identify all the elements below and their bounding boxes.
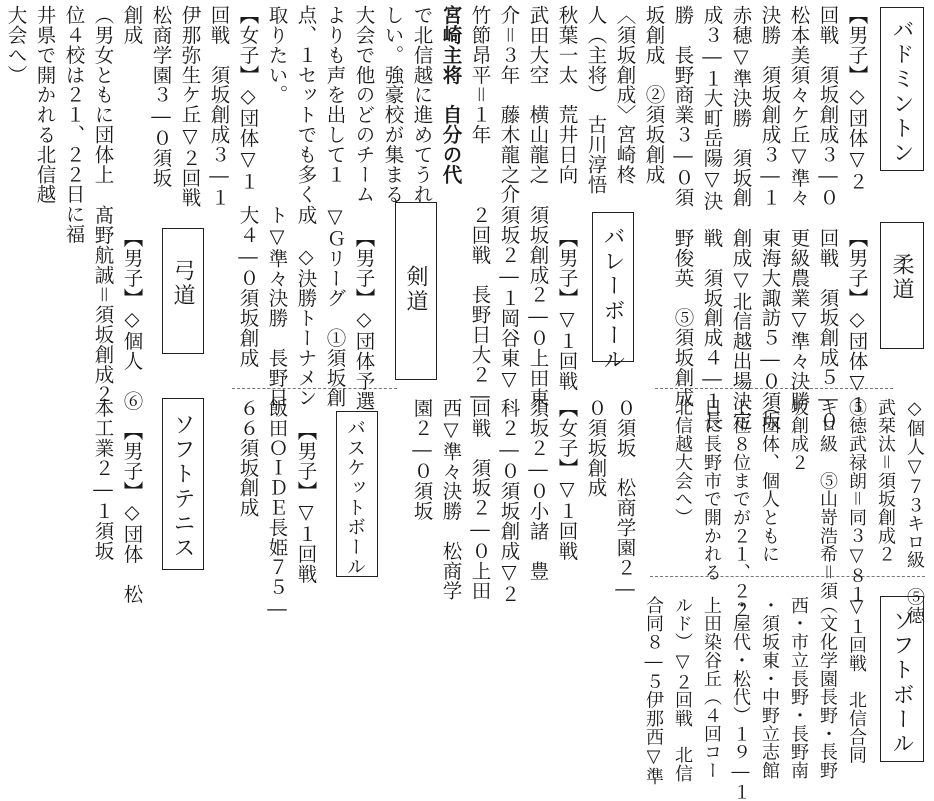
badminton-line: （男女ともに団体上 [91, 5, 115, 185]
volleyball-women-line: 西▽準々決勝 松商学 [439, 398, 463, 601]
judo-header-box [880, 222, 924, 349]
softball-line: （文化学園長野・長野 [817, 596, 838, 780]
kendo-line: 成 ◇決勝トーナメン [294, 205, 318, 408]
volleyball-line: ２回戦 長野日大２― [468, 205, 492, 408]
volleyball-line: 須坂２―１岡谷東▽ [497, 205, 521, 392]
softtennis-line: 【男子】◇団体 松 [120, 421, 144, 604]
badminton-line: 人（主将） 古川淳悟 [584, 5, 608, 195]
badminton-title: バドミントン [889, 18, 914, 166]
badminton-line: 坂創成 ②須坂創成 [642, 5, 666, 185]
badminton-line: 成３―１大町岳陽▽決 [700, 5, 724, 211]
badminton-line: 井県で開かれる北信越 [33, 5, 57, 204]
judo-individual-line: （団体、個人ともに [759, 398, 780, 564]
volleyball-title: バレーボール [600, 225, 625, 373]
volleyball-women-line: 須坂２―０小諸 豊 [526, 398, 550, 581]
basketball-header-box [336, 411, 378, 577]
judo-line: 更級農業▽準々決勝 [787, 228, 811, 411]
badminton-line: 取りたい。 [265, 5, 289, 105]
badminton-header-box [880, 7, 924, 171]
badminton-line: 勝 長野商業３―０須 [671, 5, 695, 208]
kyudo-line: 【男子】◇個人 ⑥ [120, 228, 144, 411]
basketball-line: ６６須坂創成 [236, 398, 260, 518]
badminton-line: 創成 [120, 5, 144, 45]
kendo-title: 剣道 [403, 265, 428, 315]
badminton-line: 松商学園３―０須坂 [149, 5, 173, 188]
judo-line: 【男子】◇団体▽１ [845, 228, 869, 415]
badminton-line: 決勝 須坂創成３―１ [758, 5, 782, 208]
badminton-line: で北信越に進めてうれ [410, 5, 434, 204]
kendo-line: ト▽準々決勝 長野日 [265, 205, 289, 408]
judo-individual-line: キロ級 ⑤山嵜浩希＝須 [817, 398, 838, 600]
kendo-line: ▽Ｇリーグ ①須坂創 [323, 205, 347, 408]
kyudo-title: 弓道 [170, 259, 195, 309]
badminton-line: 伊那弥生ケ丘▽２回戦 [178, 5, 202, 208]
kyudo-header-box [162, 228, 204, 354]
badminton-line: 松本美須々ケ丘▽準々 [787, 5, 811, 208]
kyudo-line: 髙野航誠＝須坂創成２ [91, 205, 115, 404]
basketball-line: 【男子】▽１回戦 [294, 421, 318, 584]
softball-line: 西・市立長野・長野南 [788, 596, 809, 780]
volleyball-women-line: 科２―０須坂創成▽２ [497, 398, 521, 604]
badminton-line: 大会で他のどのチーム [352, 5, 376, 204]
judo-individual-line: 上位８位までが２１、２２ [730, 398, 751, 619]
judo-title: 柔道 [889, 253, 914, 303]
judo-line: 野俊英 ⑤須坂創成 [671, 228, 695, 408]
softball-line: 上田染谷丘（４回コー [701, 596, 722, 780]
volleyball-women-line: 【女子】▽１回戦 [555, 398, 579, 561]
softball-line: ▽１回戦 北信合同 [846, 596, 867, 765]
badminton-line: 点、１セットでも多く [294, 5, 318, 204]
softtennis-line: 本工業２―１須坂 [91, 398, 115, 561]
basketball-line: 飯田ＯＩＤＥ長姫７５― [265, 398, 289, 621]
judo-line: 回戦 須坂創成５―０ [816, 228, 840, 431]
badminton-line: 秋葉一太 荒井日向 [555, 5, 579, 185]
basketball-title: バスケットボール [344, 418, 366, 577]
volleyball-women-line: ０須坂 松商学園２― [613, 398, 637, 601]
softball-line: ルド）▽２回戦 北信 [672, 596, 693, 783]
badminton-line: 武田大空 横山龍之 [526, 5, 550, 185]
judo-line: 戦 須坂創成４―１長 [700, 228, 724, 431]
badminton-line: しい。強豪校が集まる [381, 5, 405, 204]
judo-individual-line: 坂創成２ [788, 398, 809, 472]
kendo-line: 【男子】◇団体予選 [352, 228, 376, 411]
softball-line: 合同８―５伊那西▽準 [643, 596, 664, 786]
volleyball-women-line: 園２―０須坂 [410, 398, 434, 521]
judo-individual-line: 北信越大会へ） [672, 398, 693, 527]
judo-individual-line: ⑤徳武禄朗＝同３▽８１ [846, 398, 867, 603]
volleyball-women-line: 回戦 須坂２―０上田 [468, 398, 492, 601]
kendo-line: 大４―０須坂創成 [236, 205, 260, 368]
badminton-line: 介＝３年 藤木龍之介 [497, 5, 521, 204]
softball-line: ・屋代・松代）１９―１ [730, 596, 751, 801]
separator [650, 576, 925, 577]
softball-line: ・須坂東・中野立志館 [759, 596, 780, 780]
judo-individual-line: ◇個人▽７３キロ級 ⑤徳 [904, 398, 925, 625]
badminton-line: 位４校は２１、２２日に福 [62, 5, 86, 244]
badminton-line: 【女子】◇団体▽１ [236, 5, 260, 192]
volleyball-women-line: ０須坂創成 [584, 398, 608, 498]
softtennis-title: ソフトテニス [170, 413, 195, 561]
kendo-header-box [395, 202, 437, 380]
volleyball-line: 【男子】▽１回戦 [555, 228, 579, 391]
judo-individual-line: 武栞汰＝須坂創成２ [875, 398, 896, 564]
judo-line: 東海大諏訪５―０須坂 [758, 228, 782, 431]
softball-title: ソフトボール [889, 609, 914, 757]
judo-individual-line: 日に長野市で開かれる [701, 398, 722, 582]
badminton-line: 大会へ） [4, 5, 28, 85]
badminton-line: 赤穂▽準決勝 須坂創 [729, 5, 753, 208]
badminton-line: よりも声を出して１ [323, 5, 347, 185]
badminton-line: 宮崎主将 自分の代 [439, 5, 463, 185]
softball-header-box [880, 596, 924, 762]
volleyball-line: 須坂創成２―０上田東 [526, 205, 550, 408]
badminton-line: 【男子】◇団体▽２ [845, 5, 869, 192]
badminton-line: 回戦 須坂創成３―１ [207, 5, 231, 208]
badminton-line: 竹節昂平＝１年 [468, 5, 492, 145]
judo-line: 創成▽北信越出場決定 [729, 228, 753, 431]
softtennis-header-box [162, 398, 204, 570]
badminton-line: 〈須坂創成〉宮崎柊 [613, 5, 637, 185]
volleyball-header-box [592, 212, 634, 373]
badminton-line: 回戦 須坂創成３―０ [816, 5, 840, 208]
